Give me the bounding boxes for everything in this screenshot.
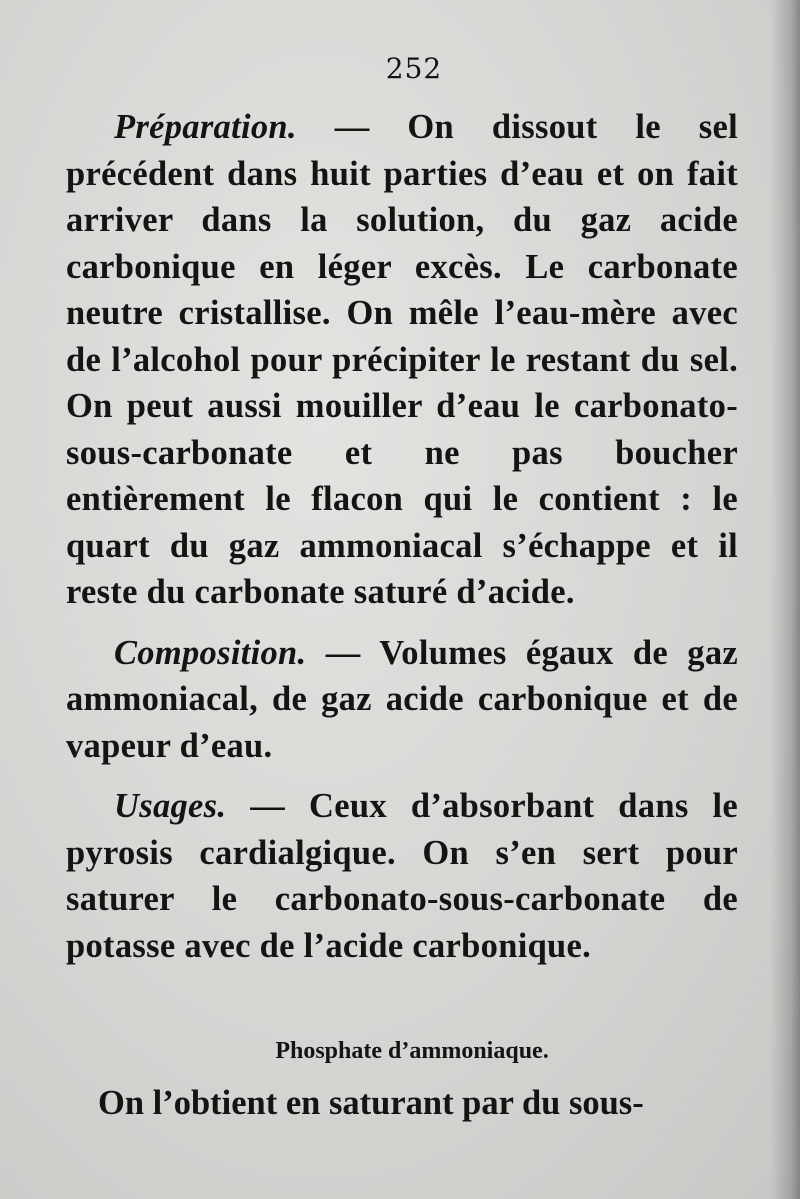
paragraph-body: Ceux d’absorbant dans le pyrosis cardialgique. On s’en sert pour saturer le carbonato-sous-carbonate de potasse avec de l’acide carbonique. [66, 787, 738, 965]
paragraph-usages [66, 783, 738, 969]
paragraph-composition [66, 630, 738, 770]
paragraph-dash: — [306, 633, 380, 672]
paragraph-dash: — [226, 787, 310, 825]
page-edge-shadow [770, 0, 800, 1199]
paragraph-body: Volumes égaux de gaz ammoniacal, de gaz acide carbonique et de vapeur d’eau. [66, 633, 739, 765]
paragraph-lead: Composition. [114, 633, 307, 672]
paragraph-lead: Usages. [114, 787, 227, 825]
section-heading: Phosphate d’ammoniaque. [275, 1038, 549, 1064]
paragraph-dash: — [296, 108, 408, 146]
paragraph-lead: Préparation. [114, 108, 297, 146]
continuation-line: On l’obtient en saturant par du sous- [98, 1084, 644, 1122]
main-text [66, 104, 738, 969]
page-number: 252 [385, 52, 443, 85]
paragraph-body: On dissout le sel précédent dans huit parties d’eau et on fait arriver dans la solution, du gaz acide carbonique en léger excès. Le carbonate neutre cristallise. On mêle l’eau-mère avec de l’alcohol pour précipiter le restant du sel. On peut aussi mouiller d’eau le carbonato-sous-carbonate et ne pas boucher entièrement le flacon qui le contient : le quart du gaz ammoniacal s’échappe et il reste du carbonate saturé d’acide. [66, 108, 738, 611]
paragraph-preparation [66, 104, 738, 616]
